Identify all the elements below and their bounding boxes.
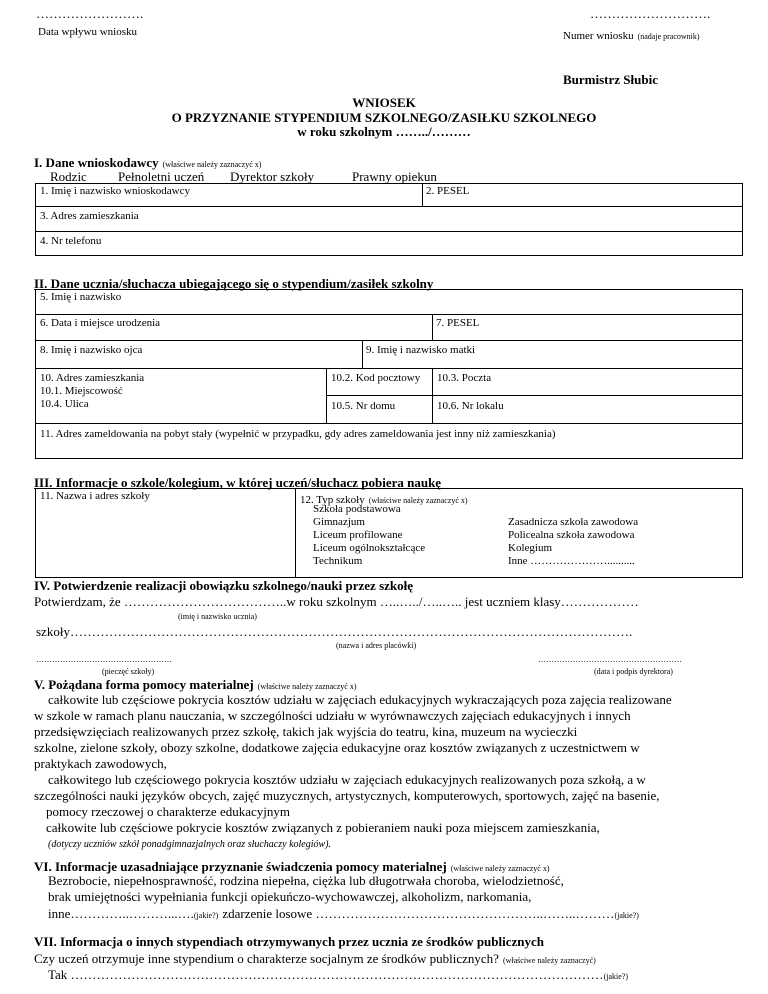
school-type-college[interactable]: Kolegium [508,542,552,554]
application-number-label: Numer wniosku (nadaje pracownik) [563,30,700,42]
school-type-primary[interactable]: Szkoła podstawowa [313,503,401,515]
other-scholarship-yes[interactable]: Tak ……………………………………………………………………………………………………………(jakie?) [48,967,628,982]
option-guardian[interactable]: Prawny opiekun [352,169,437,184]
reasons-line2[interactable]: brak umiejętności wypełniania funkcji opiekuńczo-wychowawczej, alkoholizm, narkomania, [48,889,532,904]
field-applicant-name[interactable]: 1. Imię i nazwisko wnioskodawcy [40,185,190,197]
date-received-label: Data wpływu wniosku [38,26,137,38]
field-house-number[interactable]: 10.5. Nr domu [331,400,396,412]
confirmation-line[interactable]: Potwierdzam, że ………………………………..w roku szkolnym …..…../…..….. jest uczniem klasy……………… [34,594,639,609]
help-option-material-aid[interactable]: pomocy rzeczowej o charakterze edukacyjnym [46,804,290,819]
help-option-travel-costs[interactable]: całkowite lub częściowe pokrycie kosztów związanych z pobieraniem nauki poza miejscem zamieszkania, [46,820,600,835]
school-type-gymnasium[interactable]: Gimnazjum [313,516,365,528]
application-number-dots[interactable]: ………………………. [590,6,711,21]
field-post-office[interactable]: 10.3. Poczta [437,372,492,384]
field-mother-name[interactable]: 9. Imię i nazwisko matki [366,344,476,356]
school-type-profiled-lyceum[interactable]: Liceum profilowane [313,529,403,541]
title-line1: WNIOSEK [352,95,416,110]
field-student-address[interactable]: 10. Adres zamieszkania 10.1. Miejscowość 10.4. Ulica [40,372,145,410]
reasons-line3[interactable]: inne…………..………...….(jakie?) zdarzenie losowe ……………………………………………..……..………(jakie?) [48,906,639,921]
reasons-line1[interactable]: Bezrobocie, niepełnosprawność, rodzina niepełna, ciężka lub długotrwała choroba, wielodzietność, [48,873,564,888]
field-registered-address[interactable]: 11. Adres zameldowania na pobyt stały (wypełnić w przypadku, gdy adres zameldowania jest inny niż zamieszkania) [40,428,556,440]
school-type-label: 12. Typ szkoły (właściwe należy zaznaczyć x) [300,494,468,506]
school-type-technical[interactable]: Technikum [313,555,363,567]
help-option-travel-note: (dotyczy uczniów szkół ponadgimnazjalnych oraz słuchaczy kolegiów). [48,839,332,850]
title-line3: w roku szkolnym ……../……… [297,124,471,139]
field-applicant-phone[interactable]: 4. Nr telefonu [40,235,102,247]
title-line2: O PRZYZNANIE STYPENDIUM SZKOLNEGO/ZASIŁKU SZKOLNEGO [171,110,597,125]
section3-heading: III. Informacje o szkole/kolegium, w której uczeń/słuchacz pobiera naukę [34,475,442,490]
option-parent[interactable]: Rodzic [50,169,87,184]
field-student-name[interactable]: 5. Imię i nazwisko [40,291,122,303]
date-received-dots[interactable]: ……………………. [36,6,144,21]
field-birth-date-place[interactable]: 6. Data i miejsce urodzenia [40,317,161,329]
help-option-extra-classes[interactable]: całkowite lub częściowe pokrycia kosztów udziału w zajęciach edukacyjnych wykraczających poza zajęcia realizowane w szkole w ramach planu nauczania, w szczególności udziału w wyrównawczych zajęciach edukacyjnych i innych przedsięwzięciach realizowanych przez szkołę, takich jak wyjścia do teatru, kina, muzeum na wycieczki szkolne, zielone szkoły, obozy szkolne, dodatkowe zajęcia edukacyjne oraz kosztów związanych z uczestnictwem w praktykach zawodowych, [34,692,672,771]
student-name-note: (imię i nazwisko ucznia) [178,612,257,621]
school-type-other[interactable]: Inne ………………….......... [508,555,635,567]
school-address-note: (nazwa i adres placówki) [336,641,417,650]
section4-heading: IV. Potwierdzenie realizacji obowiązku szkolnego/nauki przez szkołę [34,578,414,593]
field-applicant-address[interactable]: 3. Adres zamieszkania [40,210,139,222]
school-type-general-lyceum[interactable]: Liceum ogólnokształcące [313,542,426,554]
school-type-vocational[interactable]: Zasadnicza szkoła zawodowa [508,516,639,528]
stamp-dots[interactable]: …………………………………………… [36,655,172,664]
section2-heading: II. Dane ucznia/słuchacza ubiegającego się o stypendium/zasiłek szkolny [34,276,434,291]
school-types-right[interactable] [508,516,638,568]
school-types-left[interactable] [313,503,425,568]
school-line[interactable]: szkoły…………………………………………………………………………………………………………………. [36,624,633,639]
stamp-label: (pieczęć szkoły) [102,667,155,676]
section7-heading: VII. Informacja o innych stypendiach otrzymywanych przez ucznia ze środków publicznych [34,934,545,949]
field-father-name[interactable]: 8. Imię i nazwisko ojca [40,344,143,356]
signature-dots[interactable]: ……………………………………………… [538,655,682,664]
field-school-name-address[interactable]: 11. Nazwa i adres szkoły [40,490,150,502]
section1-heading: I. Dane wnioskodawcy (właściwe należy zaznaczyć x) [34,155,262,170]
school-type-post-secondary[interactable]: Policealna szkoła zawodowa [508,529,635,541]
option-principal[interactable]: Dyrektor szkoły [230,169,315,184]
field-postal-code[interactable]: 10.2. Kod pocztowy [331,372,421,384]
section5-heading: V. Pożądana forma pomocy materialnej (właściwe należy zaznaczyć x) [34,677,357,692]
addressee: Burmistrz Słubic [563,72,658,87]
field-student-pesel[interactable]: 7. PESEL [436,317,480,329]
field-flat-number[interactable]: 10.6. Nr lokalu [437,400,504,412]
help-option-outside-classes[interactable]: całkowitego lub częściowego pokrycia kosztów udziału w zajęciach edukacyjnych realizowanych poza szkołą, a w szczególności nauki języków obcych, zajęć muzycznych, artystycznych, komputerowych, sportowych, zajęć na basenie, [34,772,660,803]
other-scholarship-question: Czy uczeń otrzymuje inne stypendium o charakterze socjalnym ze środków publicznych? (właściwe należy zaznaczyć) [34,951,596,966]
field-applicant-pesel[interactable]: 2. PESEL [426,185,470,197]
signature-label: (data i podpis dyrektora) [594,667,673,676]
option-adult-student[interactable]: Pełnoletni uczeń [118,169,205,184]
section6-heading: VI. Informacje uzasadniające przyznanie świadczenia pomocy materialnej (właściwe należy zaznaczyć x) [34,859,550,874]
